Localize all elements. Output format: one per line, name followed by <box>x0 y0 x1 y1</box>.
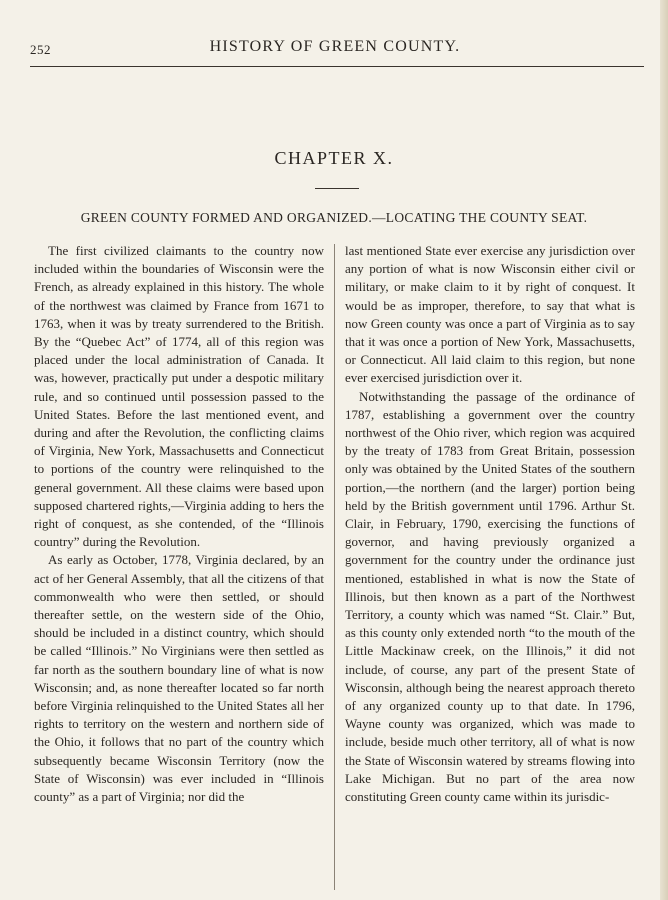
paragraph: As early as October, 1778, Virginia declared, by an act of her General Assembly, that all the citizens of that commonwealth who were then settled, or should thereafter settle, on the western side of the Ohio, should be included in a distinct country, which should be called “Illinois.” No Virginians were then settled as far north as the southern boundary line of what is now Wisconsin; and, as none thereafter located so far north before Virginia relinquished to the United States all her rights to territory on the western and northern side of the Ohio, it follows that no part of the country which subsequently became Wisconsin Territory (now the State of Wisconsin) was ever included in “Illinois county” as a part of Virginia; nor did the <box>34 552 324 805</box>
right-column <box>345 242 635 806</box>
left-column <box>34 242 324 806</box>
page-number: 252 <box>30 42 51 57</box>
header-rule <box>30 66 644 67</box>
chapter-ornament-rule <box>315 188 359 189</box>
section-title: GREEN COUNTY FORMED AND ORGANIZED.—LOCATING THE COUNTY SEAT. <box>80 210 588 225</box>
chapter-heading: CHAPTER X. <box>274 148 394 168</box>
running-head <box>30 38 640 60</box>
paragraph: The first civilized claimants to the country now included within the boundaries of Wisconsin were the French, as already explained in this history. The whole of the northwest was claimed by France from 1671 to 1763, when it was by treaty surrendered to the British. By the “Quebec Act” of 1774, all of this region was placed under the local administration of Canada. It was, however, practically put under a despotic military rule, and so continued until possession passed to the United States. Before the last mentioned event, and during and after the Revolution, the conflicting claims of Virginia, New York, Massachusetts and Connecticut to portions of the country were relinquished to the general government. All these claims were based upon supposed chartered rights,—Virginia adding to hers the right of conquest, as she contended, of the “Illinois country” during the Revolution. <box>34 243 324 550</box>
paragraph-continuation: last mentioned State ever exercise any jurisdiction over any portion of what is now Wisconsin either civil or military, or make claim to it by right of conquest. It would be as improper, therefore, to say that what is now Green county was once a part of Virginia as to say that it was once a portion of New York, Massachusetts, or Connecticut. All laid claim to this region, but none ever exercised jurisdiction over it. <box>345 243 635 386</box>
column-divider <box>334 244 335 890</box>
page-edge <box>660 0 668 900</box>
paragraph: Notwithstanding the passage of the ordinance of 1787, establishing a government over the country northwest of the Ohio river, which region was acquired by the treaty of 1783 from Great Britain, possession only was obtained by the United States of the southern portion,—the northern (and the larger) portion being held by the British government until 1796. Arthur St. Clair, in February, 1790, exercising the functions of governor, and having previously organized a government for the country under the ordinance just mentioned, established in what is now the State of Illinois, but then known as a part of the Northwest Territory, a county which was named “St. Clair.” But, as this county only extended north “to the mouth of the Little Mackinaw creek, on the Illinois,” it did not include, of course, any part of the present State of Wisconsin, although being the nearest approach thereto of any organized county up to that date. In 1796, Wayne county was organized, which was made to include, beside much other territory, all of what is now the State of Wisconsin watered by streams flowing into Lake Michigan. But no part of the area now constituting Green county came within its jurisdic- <box>345 388 635 805</box>
running-title: HISTORY OF GREEN COUNTY. <box>209 38 461 55</box>
